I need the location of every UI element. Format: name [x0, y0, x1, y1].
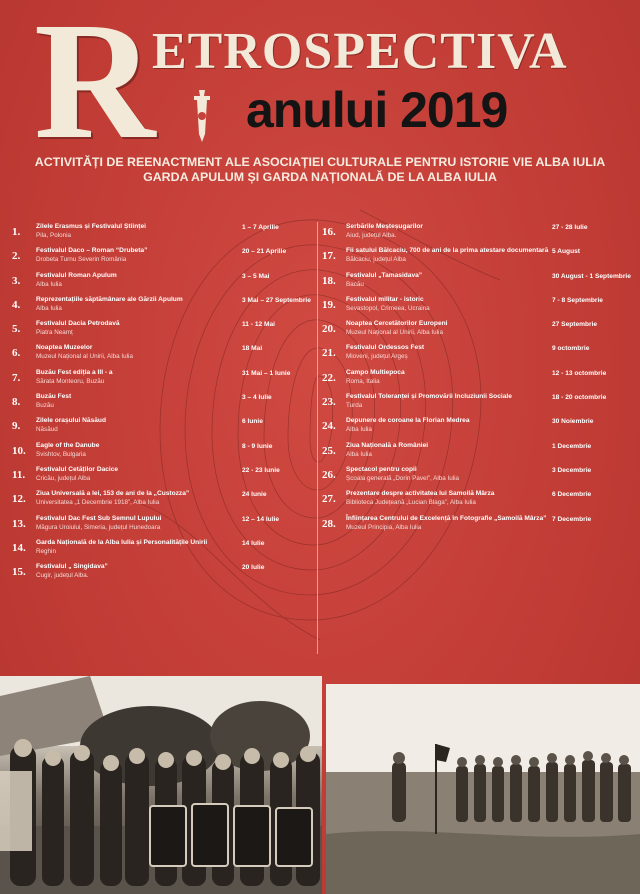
- event-name: Buzău Fest: [36, 393, 72, 401]
- event-name: Festivalul Roman Apulum: [36, 271, 117, 279]
- reenactors-illustration: [0, 676, 322, 894]
- event-date: 12 – 14 Iulie: [242, 515, 280, 523]
- event-number: 27.: [322, 493, 336, 506]
- list-item: [320, 320, 628, 344]
- list-item: [10, 272, 318, 296]
- event-date: 31 Mai – 1 Iunie: [242, 369, 291, 377]
- event-date: 3 – 5 Mai: [242, 272, 270, 280]
- event-date: 18 Mai: [242, 345, 263, 353]
- event-number: 4.: [12, 298, 21, 311]
- event-number: 23.: [322, 396, 336, 409]
- event-date: 7 Decembrie: [552, 515, 592, 523]
- list-item: [320, 223, 628, 247]
- event-number: 22.: [322, 371, 336, 384]
- event-date: 27 - 28 Iulie: [552, 224, 588, 231]
- list-item: [320, 271, 631, 296]
- event-name: Noaptea Cercetătorilor Europeni: [346, 320, 448, 328]
- event-date: 3 Mai – 27 Septembrie: [242, 296, 311, 304]
- event-date: 11 - 12 Mai: [242, 321, 275, 329]
- event-number: 2.: [12, 250, 21, 263]
- event-name: Campo Multiepoca: [346, 368, 405, 376]
- list-item: [10, 393, 318, 417]
- event-number: 5.: [12, 323, 21, 336]
- list-item: [320, 417, 628, 441]
- event-place: Piatra Neamț: [36, 329, 73, 337]
- event-place: Cricău, județul Alba: [36, 474, 91, 482]
- list-item: [320, 369, 628, 393]
- event-name: Spectacol pentru copii: [346, 465, 417, 473]
- subtitle-year: anului 2019: [246, 82, 508, 138]
- event-place: Alba Iulia: [36, 280, 62, 288]
- tagline-line-2: GARDA APULUM ȘI GARDA NAȚIONALĂ DE LA ALBA IULIA: [143, 170, 497, 184]
- list-item: [10, 417, 318, 441]
- event-date: 18 - 20 octombrie: [552, 394, 607, 402]
- list-item: [10, 490, 318, 514]
- event-place: Alba Iulia: [36, 304, 62, 312]
- event-name: Depunere de coroane la Florian Medrea: [346, 417, 470, 425]
- event-name: Noaptea Muzeelor: [36, 344, 93, 352]
- event-date: 9 octombrie: [552, 345, 590, 353]
- list-item: [10, 466, 318, 490]
- event-place: Svishtov, Bulgaria: [36, 450, 86, 458]
- event-name: Festivalul „Tamasidava”: [346, 271, 423, 279]
- event-number: 17.: [322, 250, 336, 263]
- event-date: 20 Iulie: [242, 564, 265, 572]
- event-date: 12 - 13 octombrie: [552, 369, 607, 377]
- event-number: 26.: [322, 468, 336, 481]
- event-number: 14.: [12, 541, 26, 554]
- event-place: Muzeul Național al Unirii, Alba Iulia: [36, 353, 133, 361]
- event-number: 16.: [322, 226, 336, 238]
- event-number: 11.: [12, 468, 26, 481]
- tagline: [20, 155, 620, 185]
- event-name: Zilele orașului Năsăud: [36, 417, 106, 425]
- event-name: Eagle of the Danube: [36, 441, 100, 449]
- event-number: 13.: [12, 517, 26, 530]
- event-name: Garda Națională de la Alba Iulia și Personalitățile Unirii: [36, 538, 208, 546]
- list-item: [10, 223, 318, 247]
- event-place: Buzău: [36, 402, 54, 410]
- event-place: Sevastopol, Crimeea, Ucraina: [346, 304, 430, 312]
- events-column-right: [320, 223, 631, 539]
- event-name: Fii satului Bălcaciu, 700 de ani de la prima atestare documentară: [346, 247, 549, 255]
- event-place: Biblioteca Județeană „Lucian Blaga”, Alba Iulia: [346, 499, 476, 507]
- event-name: Buzău Fest ediția a III - a: [36, 368, 113, 376]
- event-number: 9.: [12, 420, 21, 433]
- event-place: Bacău: [346, 280, 364, 288]
- event-date: 22 - 23 Iunie: [242, 466, 280, 474]
- event-date: 6 Iunie: [242, 418, 263, 426]
- event-number: 6.: [12, 347, 21, 360]
- event-name: Festivalul Ordessos Fest: [346, 344, 425, 352]
- list-item: [10, 369, 318, 393]
- event-place: Bălcaciu, județul Alba: [346, 256, 406, 264]
- event-name: Serbările Meșteșugarilor: [346, 223, 423, 230]
- title-text: ETROSPECTIVA: [152, 23, 568, 80]
- list-item: [320, 296, 628, 320]
- list-item: [320, 247, 628, 271]
- event-place: Universitatea „1 Decembrie 1918”, Alba Iulia: [36, 499, 160, 507]
- event-number: 19.: [322, 298, 336, 311]
- event-date: 27 Septembrie: [552, 321, 598, 329]
- event-name: Înființarea Centrului de Excelență în Fotografie „Samoilă Mârza”: [346, 514, 547, 522]
- event-date: 14 Iulie: [242, 539, 265, 547]
- event-number: 21.: [322, 347, 336, 360]
- list-item: [10, 344, 318, 368]
- sword-emblem-icon: [190, 88, 214, 144]
- event-place: Școala generală „Dorin Pavel”, Alba Iulia: [346, 474, 460, 482]
- event-number: 3.: [12, 274, 21, 287]
- event-date: 1 Decembrie: [552, 442, 592, 450]
- list-item: [10, 247, 318, 271]
- event-place: Năsăud: [36, 426, 58, 434]
- event-place: Mioveni, județul Argeș: [346, 353, 408, 361]
- event-place: Măgura Uroiului, Simeria, județul Hunedoara: [36, 523, 161, 531]
- event-date: 30 August - 1 Septembrie: [552, 272, 631, 280]
- event-date: 24 Iunie: [242, 491, 267, 499]
- event-place: Aiud, județul Alba.: [346, 232, 397, 239]
- event-name: Festivalul „ Singidava”: [36, 563, 108, 571]
- event-place: Pila, Polonia: [36, 232, 72, 239]
- event-date: 8 - 9 Iunie: [242, 442, 273, 450]
- event-place: Sărata Monteoru, Buzău: [36, 377, 105, 385]
- event-date: 5 August: [552, 248, 580, 256]
- guard-illustration: [326, 684, 640, 894]
- event-name: Festivalul Toleranței și Promovării Incluziunii Sociale: [346, 393, 512, 401]
- event-date: 20 – 21 Aprilie: [242, 248, 287, 256]
- event-number: 15.: [12, 566, 26, 579]
- event-number: 24.: [322, 420, 336, 433]
- event-date: 30 Noiembrie: [552, 418, 594, 426]
- event-date: 1 – 7 Aprilie: [242, 224, 279, 231]
- event-number: 28.: [322, 517, 336, 530]
- event-place: Alba Iulia: [346, 450, 372, 458]
- events-column-left: [10, 223, 318, 587]
- photo-roman-reenactors: [0, 676, 322, 894]
- event-number: 25.: [322, 444, 336, 457]
- event-name: Festivalul Dac Fest Sub Semnul Lupului: [36, 514, 162, 522]
- list-item: [10, 515, 318, 539]
- list-item: [320, 515, 628, 539]
- list-item: [10, 442, 318, 466]
- list-item: [10, 539, 318, 563]
- title-initial: R: [34, 0, 156, 174]
- event-place: Alba Iulia: [346, 426, 372, 434]
- event-number: 10.: [12, 444, 26, 457]
- event-date: 6 Decembrie: [552, 491, 592, 499]
- event-place: Muzeul Național al Unirii, Alba Iulia: [346, 329, 443, 337]
- event-name: Festivalul Dacia Petrodavă: [36, 320, 120, 328]
- event-date: 3 Decembrie: [552, 466, 592, 474]
- list-item: [320, 442, 628, 466]
- event-place: Drobeta Turnu Severin România: [36, 256, 127, 264]
- event-place: Cugir, județul Alba.: [36, 572, 89, 580]
- event-date: 3 – 4 Iulie: [242, 394, 272, 402]
- event-number: 8.: [12, 396, 21, 409]
- list-item: [10, 563, 318, 587]
- list-item: [10, 320, 318, 344]
- event-name: Zilele Erasmus și Festivalul Științei: [36, 223, 146, 230]
- event-place: Roma, Italia: [346, 377, 380, 385]
- event-name: Festivalul militar - istoric: [346, 295, 424, 303]
- event-place: Reghin: [36, 547, 56, 555]
- event-number: 20.: [322, 323, 336, 336]
- event-number: 12.: [12, 493, 26, 506]
- list-item: [320, 344, 628, 368]
- event-number: 7.: [12, 371, 21, 384]
- event-number: 18.: [322, 274, 336, 287]
- tagline-line-1: ACTIVITĂȚI DE REENACTMENT ALE ASOCIAȚIEI CULTURALE PENTRU ISTORIE VIE ALBA IULIA: [34, 155, 606, 169]
- event-date: 7 - 8 Septembrie: [552, 296, 603, 304]
- list-item: [320, 393, 628, 417]
- list-item: [320, 466, 628, 490]
- event-name: Ziua Universală a Iei, 153 de ani de la „Custozza”: [36, 490, 190, 498]
- photo-national-guard: [326, 684, 640, 894]
- event-number: 1.: [12, 226, 21, 238]
- event-place: Muzeul Principia, Alba Iulia: [346, 523, 422, 531]
- event-name: Reprezentațiile săptămânare ale Gărzii Apulum: [36, 295, 183, 303]
- event-name: Prezentare despre activitatea lui Samoilă Mârza: [346, 490, 495, 498]
- list-item: [10, 296, 318, 320]
- event-place: Turda: [346, 402, 363, 410]
- event-name: Festivalul Daco – Roman “Drubeta”: [36, 247, 148, 255]
- event-name: Ziua Națională a României: [346, 441, 429, 449]
- event-name: Festivalul Cetăților Dacice: [36, 465, 119, 473]
- list-item: [320, 490, 628, 514]
